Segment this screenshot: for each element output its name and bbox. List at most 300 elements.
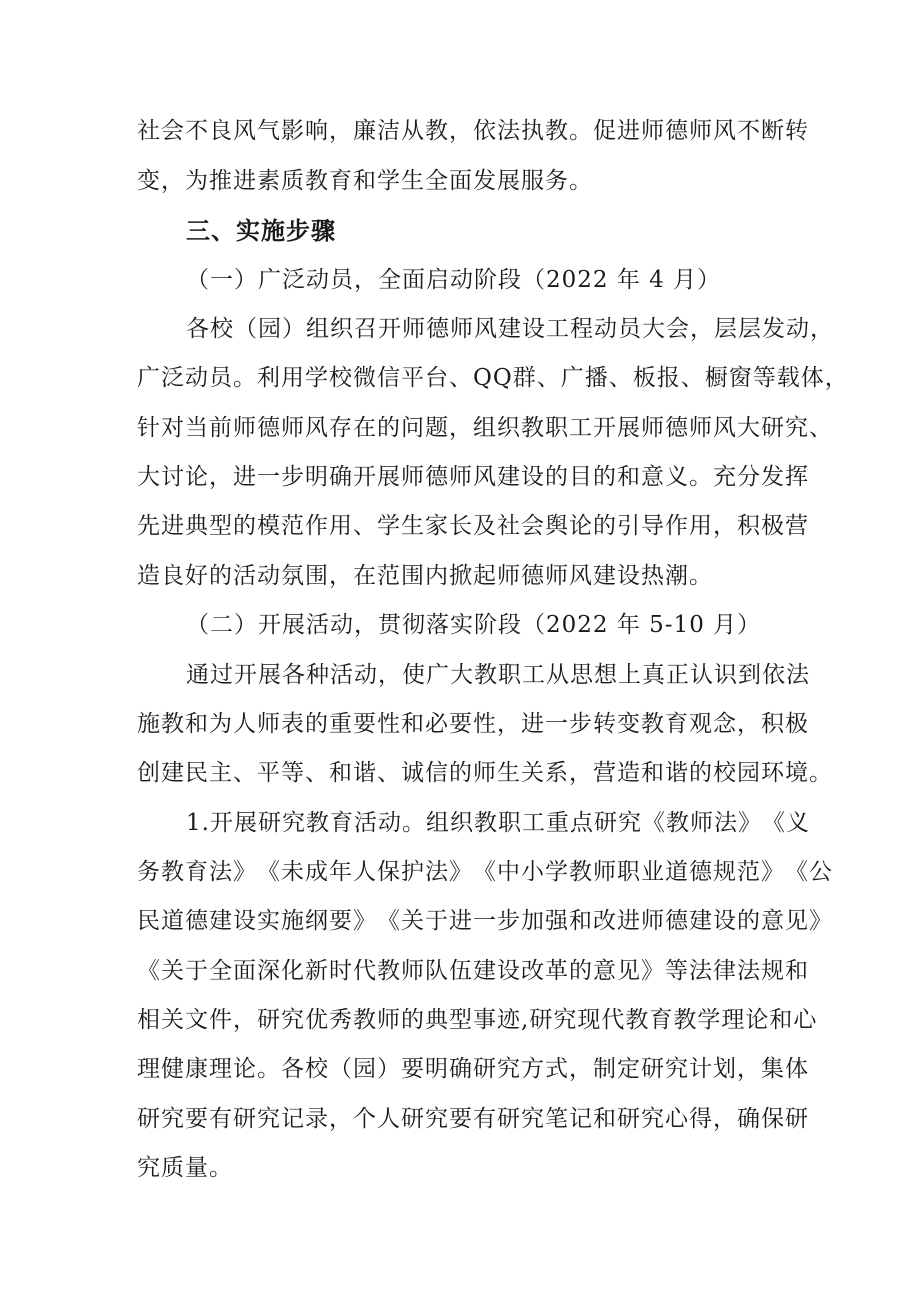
glyph: 断 bbox=[761, 118, 785, 144]
glyph: 会 bbox=[161, 118, 185, 144]
glyph: 的 bbox=[593, 464, 617, 490]
glyph: 大 bbox=[450, 662, 474, 688]
glyph: 范 bbox=[737, 859, 761, 885]
glyph: 通 bbox=[186, 662, 210, 688]
glyph: 极 bbox=[785, 711, 809, 737]
glyph: 展 bbox=[233, 810, 258, 836]
glyph: 广 bbox=[137, 365, 161, 391]
glyph: 织 bbox=[449, 810, 474, 836]
glyph: 要 bbox=[401, 1056, 425, 1082]
glyph: 定 bbox=[617, 1056, 641, 1082]
glyph: 平 bbox=[257, 760, 281, 786]
glyph: 的 bbox=[305, 711, 329, 737]
glyph: 问 bbox=[401, 415, 425, 441]
glyph: 秀 bbox=[329, 1007, 353, 1033]
glyph: 社 bbox=[497, 513, 521, 539]
glyph: 校 bbox=[210, 316, 234, 342]
glyph: 和 bbox=[617, 464, 641, 490]
glyph: 职 bbox=[498, 662, 522, 688]
glyph: 道 bbox=[161, 908, 185, 934]
glyph: 变 bbox=[617, 711, 641, 737]
glyph: 信 bbox=[425, 760, 449, 786]
glyph: 不 bbox=[737, 118, 761, 144]
glyph: 教 bbox=[545, 118, 569, 144]
glyph: 意 bbox=[641, 464, 665, 490]
glyph: 法 bbox=[737, 958, 761, 984]
glyph: （ bbox=[234, 316, 258, 342]
glyph: 上 bbox=[618, 662, 642, 688]
glyph: 利 bbox=[257, 365, 281, 391]
glyph: 有 bbox=[209, 1106, 233, 1132]
glyph: 和 bbox=[329, 760, 353, 786]
glyph: 思 bbox=[570, 662, 594, 688]
glyph: 、 bbox=[305, 760, 329, 786]
glyph: 研 bbox=[761, 415, 785, 441]
glyph: 针 bbox=[137, 415, 161, 441]
glyph: 。 bbox=[569, 118, 593, 144]
glyph: 动 bbox=[377, 810, 402, 836]
glyph: 教 bbox=[474, 662, 498, 688]
glyph: 在 bbox=[353, 415, 377, 441]
glyph: QQ bbox=[473, 365, 513, 391]
glyph: 师 bbox=[689, 118, 713, 144]
glyph: 各 bbox=[282, 662, 306, 688]
glyph: 想 bbox=[594, 662, 618, 688]
glyph: 》 bbox=[809, 908, 833, 934]
glyph: 重 bbox=[545, 810, 570, 836]
glyph: ， bbox=[569, 760, 593, 786]
glyph: 动 bbox=[185, 365, 209, 391]
glyph: 和 bbox=[401, 711, 425, 737]
glyph: 深 bbox=[257, 958, 281, 984]
text-line bbox=[0, 408, 920, 448]
glyph: 工 bbox=[546, 316, 570, 342]
glyph: 性 bbox=[473, 711, 497, 737]
glyph: 教 bbox=[161, 711, 185, 737]
text-line bbox=[0, 457, 920, 497]
glyph: 员 bbox=[209, 365, 233, 391]
glyph: 造 bbox=[617, 760, 641, 786]
glyph: 极 bbox=[761, 513, 785, 539]
glyph: 究 bbox=[425, 1106, 449, 1132]
glyph: 理 bbox=[209, 1056, 233, 1082]
glyph: 教 bbox=[641, 711, 665, 737]
glyph: 园 bbox=[353, 1056, 377, 1082]
glyph: 会 bbox=[521, 513, 545, 539]
glyph: 究 bbox=[617, 810, 642, 836]
glyph: 影 bbox=[281, 118, 305, 144]
glyph: 作 bbox=[665, 513, 689, 539]
glyph: 要 bbox=[353, 711, 377, 737]
glyph: 教 bbox=[673, 1007, 698, 1033]
glyph: ， bbox=[810, 316, 834, 342]
glyph: 育 bbox=[665, 711, 689, 737]
glyph: 体 bbox=[800, 365, 825, 391]
glyph: 德 bbox=[665, 908, 689, 934]
glyph: 校 bbox=[713, 760, 737, 786]
glyph: 、 bbox=[809, 415, 833, 441]
glyph: 、 bbox=[233, 760, 257, 786]
glyph: 有 bbox=[473, 1106, 497, 1132]
glyph: 引 bbox=[617, 513, 641, 539]
glyph: 时 bbox=[329, 958, 353, 984]
glyph: 诚 bbox=[401, 760, 425, 786]
glyph: 的 bbox=[377, 415, 401, 441]
glyph: 用 bbox=[689, 513, 713, 539]
subsection-heading: （一）广泛动员，全面启动阶段（2022 年 4 月） bbox=[186, 267, 722, 293]
glyph: 康 bbox=[185, 1056, 209, 1082]
glyph: 。 bbox=[689, 464, 713, 490]
glyph: 法 bbox=[497, 118, 521, 144]
glyph: 心 bbox=[793, 1007, 818, 1033]
glyph: 于 bbox=[425, 908, 449, 934]
glyph: 究 bbox=[665, 1056, 689, 1082]
glyph: 年 bbox=[329, 859, 353, 885]
glyph: 员 bbox=[618, 316, 642, 342]
glyph: 和 bbox=[569, 908, 593, 934]
glyph: 研 bbox=[401, 1106, 425, 1132]
glyph: 组 bbox=[473, 415, 497, 441]
glyph: 未 bbox=[281, 859, 305, 885]
glyph: 教 bbox=[625, 1007, 650, 1033]
glyph: 性 bbox=[377, 711, 401, 737]
glyph: 开 bbox=[378, 316, 402, 342]
glyph: 进 bbox=[521, 711, 545, 737]
glyph: 育 bbox=[185, 859, 209, 885]
glyph: 人 bbox=[233, 711, 257, 737]
glyph: 步 bbox=[497, 908, 521, 934]
glyph: 型 bbox=[209, 513, 233, 539]
glyph: 人 bbox=[353, 859, 377, 885]
glyph: 进 bbox=[233, 464, 257, 490]
glyph: 典 bbox=[185, 513, 209, 539]
glyph: 等 bbox=[281, 760, 305, 786]
glyph: 德 bbox=[425, 464, 449, 490]
glyph: 师 bbox=[450, 316, 474, 342]
glyph: ， bbox=[233, 1007, 257, 1033]
glyph: 究 bbox=[497, 1056, 521, 1082]
glyph: ， bbox=[378, 662, 402, 688]
glyph: 师 bbox=[641, 908, 665, 934]
glyph: 开 bbox=[209, 810, 234, 836]
glyph: 播 bbox=[584, 365, 609, 391]
glyph: 保 bbox=[761, 1106, 785, 1132]
glyph: ， bbox=[449, 118, 473, 144]
glyph: 会 bbox=[666, 316, 690, 342]
glyph: 目 bbox=[569, 464, 593, 490]
glyph: 师 bbox=[473, 760, 497, 786]
glyph: 创 bbox=[137, 760, 161, 786]
glyph: 法 bbox=[689, 958, 713, 984]
glyph: 师 bbox=[281, 415, 305, 441]
glyph: 先 bbox=[137, 513, 161, 539]
glyph: 的 bbox=[545, 464, 569, 490]
glyph: 体 bbox=[785, 1056, 809, 1082]
glyph: 、 bbox=[353, 513, 377, 539]
glyph: 论 bbox=[745, 1007, 770, 1033]
glyph: 。 bbox=[809, 760, 833, 786]
glyph: 确 bbox=[449, 1056, 473, 1082]
glyph: 人 bbox=[377, 1106, 401, 1132]
glyph: ， bbox=[329, 118, 353, 144]
glyph: 研 bbox=[257, 810, 282, 836]
glyph: 见 bbox=[617, 958, 641, 984]
glyph: 板 bbox=[632, 365, 657, 391]
glyph: 组 bbox=[306, 316, 330, 342]
section-heading: 三、实施步骤 bbox=[186, 217, 336, 245]
glyph: 记 bbox=[281, 1106, 305, 1132]
glyph: 关 bbox=[521, 760, 545, 786]
glyph: 廉 bbox=[353, 118, 377, 144]
glyph: 展 bbox=[377, 464, 401, 490]
glyph: ， bbox=[737, 1056, 761, 1082]
glyph: 研 bbox=[529, 1007, 554, 1033]
glyph: 洁 bbox=[377, 118, 401, 144]
glyph: 记 bbox=[569, 1106, 593, 1132]
glyph: 师 bbox=[401, 464, 425, 490]
glyph: 识 bbox=[714, 662, 738, 688]
glyph: 积 bbox=[761, 711, 785, 737]
glyph: 。 bbox=[257, 1056, 281, 1082]
glyph: 事 bbox=[473, 1007, 497, 1033]
glyph: 师 bbox=[641, 415, 665, 441]
glyph: 台 bbox=[425, 365, 449, 391]
glyph: 《 bbox=[761, 810, 786, 836]
glyph: 用 bbox=[281, 365, 305, 391]
glyph: 业 bbox=[641, 859, 665, 885]
glyph: 到 bbox=[738, 662, 762, 688]
glyph: 德 bbox=[257, 415, 281, 441]
glyph: 组 bbox=[425, 810, 450, 836]
glyph: 校 bbox=[329, 365, 353, 391]
glyph: 对 bbox=[161, 415, 185, 441]
glyph: 义 bbox=[785, 810, 810, 836]
glyph: 教 bbox=[353, 1007, 377, 1033]
glyph: 典 bbox=[425, 1007, 449, 1033]
glyph: 展 bbox=[258, 662, 282, 688]
glyph: 新 bbox=[305, 958, 329, 984]
glyph: 》 bbox=[449, 859, 473, 885]
glyph: 微 bbox=[353, 365, 377, 391]
glyph: 明 bbox=[305, 464, 329, 490]
glyph: 护 bbox=[401, 859, 425, 885]
glyph: 程 bbox=[570, 316, 594, 342]
glyph: 发 bbox=[762, 316, 786, 342]
glyph: 和 bbox=[641, 760, 665, 786]
glyph: 导 bbox=[641, 513, 665, 539]
glyph: 各 bbox=[186, 316, 210, 342]
glyph: 研 bbox=[593, 810, 618, 836]
glyph: 的 bbox=[449, 760, 473, 786]
glyph: 师 bbox=[257, 711, 281, 737]
glyph: 各 bbox=[281, 1056, 305, 1082]
glyph: 。 bbox=[233, 365, 257, 391]
glyph: 活 bbox=[330, 662, 354, 688]
glyph: 件 bbox=[209, 1007, 233, 1033]
glyph: 律 bbox=[713, 958, 737, 984]
glyph: 教 bbox=[305, 810, 330, 836]
glyph: 关 bbox=[161, 958, 185, 984]
glyph: 要 bbox=[449, 711, 473, 737]
glyph: 从 bbox=[546, 662, 570, 688]
glyph: 研 bbox=[473, 1056, 497, 1082]
glyph: 观 bbox=[689, 711, 713, 737]
glyph: 纲 bbox=[305, 908, 329, 934]
glyph: 革 bbox=[545, 958, 569, 984]
glyph: 设 bbox=[497, 958, 521, 984]
glyph: ， bbox=[449, 415, 473, 441]
glyph: 家 bbox=[425, 513, 449, 539]
text-line bbox=[0, 309, 920, 349]
glyph: 社 bbox=[137, 118, 161, 144]
glyph: 群 bbox=[512, 365, 537, 391]
glyph: 报 bbox=[656, 365, 681, 391]
glyph: 开 bbox=[353, 464, 377, 490]
glyph: 教 bbox=[569, 859, 593, 885]
glyph: 过 bbox=[210, 662, 234, 688]
glyph: 设 bbox=[233, 908, 257, 934]
text-line bbox=[0, 704, 920, 744]
glyph: 师 bbox=[689, 810, 714, 836]
glyph: 究 bbox=[161, 1106, 185, 1132]
glyph: 积 bbox=[737, 513, 761, 539]
glyph: 法 bbox=[209, 859, 233, 885]
glyph: 促 bbox=[593, 118, 617, 144]
glyph: 要 bbox=[449, 1106, 473, 1132]
glyph: 真 bbox=[642, 662, 666, 688]
glyph: 录 bbox=[305, 1106, 329, 1132]
glyph: 生 bbox=[497, 760, 521, 786]
glyph: 境 bbox=[785, 760, 809, 786]
glyph: 建 bbox=[473, 958, 497, 984]
text-line bbox=[0, 358, 920, 398]
glyph: 开 bbox=[234, 662, 258, 688]
glyph: 代 bbox=[353, 958, 377, 984]
glyph: 进 bbox=[449, 908, 473, 934]
glyph: 全 bbox=[209, 958, 233, 984]
glyph: 念 bbox=[713, 711, 737, 737]
glyph: ， bbox=[690, 316, 714, 342]
text-line bbox=[0, 951, 920, 991]
glyph: 发 bbox=[761, 464, 785, 490]
glyph: 教 bbox=[377, 958, 401, 984]
text-line bbox=[0, 655, 920, 695]
glyph: 建 bbox=[209, 908, 233, 934]
glyph: 》 bbox=[353, 908, 377, 934]
text-line bbox=[0, 111, 920, 151]
glyph: 步 bbox=[281, 464, 305, 490]
glyph: 《 bbox=[377, 908, 401, 934]
glyph: 务 bbox=[137, 859, 161, 885]
glyph: 动 bbox=[594, 316, 618, 342]
glyph: ， bbox=[737, 711, 761, 737]
glyph: 充 bbox=[713, 464, 737, 490]
glyph: 大 bbox=[642, 316, 666, 342]
glyph: 意 bbox=[761, 908, 785, 934]
glyph: 学 bbox=[545, 859, 569, 885]
glyph: 的 bbox=[401, 1007, 425, 1033]
glyph: 实 bbox=[257, 908, 281, 934]
glyph: 师 bbox=[593, 859, 617, 885]
text-line: 造良好的活动氛围，在范围内掀起师德师风建设热潮。 bbox=[137, 563, 713, 589]
glyph: 动 bbox=[354, 662, 378, 688]
glyph: ， bbox=[569, 1056, 593, 1082]
glyph: 究 bbox=[281, 810, 306, 836]
glyph: 的 bbox=[233, 513, 257, 539]
glyph: ， bbox=[497, 711, 521, 737]
glyph: 见 bbox=[785, 908, 809, 934]
glyph: 和 bbox=[593, 1106, 617, 1132]
glyph: 用 bbox=[329, 513, 353, 539]
glyph: 职 bbox=[617, 859, 641, 885]
glyph: 必 bbox=[425, 711, 449, 737]
glyph: 《 bbox=[641, 810, 666, 836]
glyph: 平 bbox=[401, 365, 425, 391]
glyph: 究 bbox=[553, 1007, 578, 1033]
glyph: 一 bbox=[473, 908, 497, 934]
glyph: 中 bbox=[497, 859, 521, 885]
glyph: 正 bbox=[666, 662, 690, 688]
glyph: 依 bbox=[762, 662, 786, 688]
glyph: 响 bbox=[305, 118, 329, 144]
glyph: 设 bbox=[522, 316, 546, 342]
text-line bbox=[0, 506, 920, 546]
glyph: 的 bbox=[737, 908, 761, 934]
glyph: 的 bbox=[689, 760, 713, 786]
glyph: 研 bbox=[785, 1106, 809, 1132]
glyph: 代 bbox=[601, 1007, 626, 1033]
glyph: 等 bbox=[665, 958, 689, 984]
glyph: 风 bbox=[305, 415, 329, 441]
glyph: 制 bbox=[593, 1056, 617, 1082]
glyph: 讨 bbox=[161, 464, 185, 490]
glyph: 公 bbox=[809, 859, 833, 885]
glyph: 《 bbox=[257, 859, 281, 885]
glyph: 法 bbox=[713, 810, 738, 836]
glyph: 工 bbox=[521, 810, 546, 836]
glyph: 师 bbox=[377, 1007, 401, 1033]
glyph: ） bbox=[377, 1056, 401, 1082]
glyph: 风 bbox=[713, 415, 737, 441]
glyph: ） bbox=[282, 316, 306, 342]
glyph: 意 bbox=[593, 958, 617, 984]
text-line bbox=[0, 1000, 920, 1040]
glyph: 义 bbox=[665, 464, 689, 490]
glyph: 究 bbox=[281, 1007, 305, 1033]
glyph: 动 bbox=[786, 316, 810, 342]
glyph: 个 bbox=[353, 1106, 377, 1132]
glyph: 主 bbox=[209, 760, 233, 786]
glyph: 方 bbox=[521, 1056, 545, 1082]
glyph: 展 bbox=[617, 415, 641, 441]
glyph: 研 bbox=[257, 1007, 281, 1033]
glyph: 表 bbox=[281, 711, 305, 737]
glyph: 长 bbox=[449, 513, 473, 539]
glyph: 、 bbox=[377, 760, 401, 786]
text-line bbox=[0, 1049, 920, 1089]
glyph: 育 bbox=[649, 1007, 674, 1033]
glyph: 和 bbox=[785, 958, 809, 984]
glyph: 要 bbox=[329, 908, 353, 934]
text-line bbox=[0, 753, 920, 793]
glyph: 教 bbox=[473, 810, 498, 836]
glyph: 现 bbox=[577, 1007, 602, 1033]
glyph: 得 bbox=[689, 1106, 713, 1132]
glyph: 德 bbox=[689, 859, 713, 885]
glyph: 于 bbox=[185, 958, 209, 984]
glyph: 论 bbox=[569, 513, 593, 539]
glyph: 理 bbox=[137, 1056, 161, 1082]
